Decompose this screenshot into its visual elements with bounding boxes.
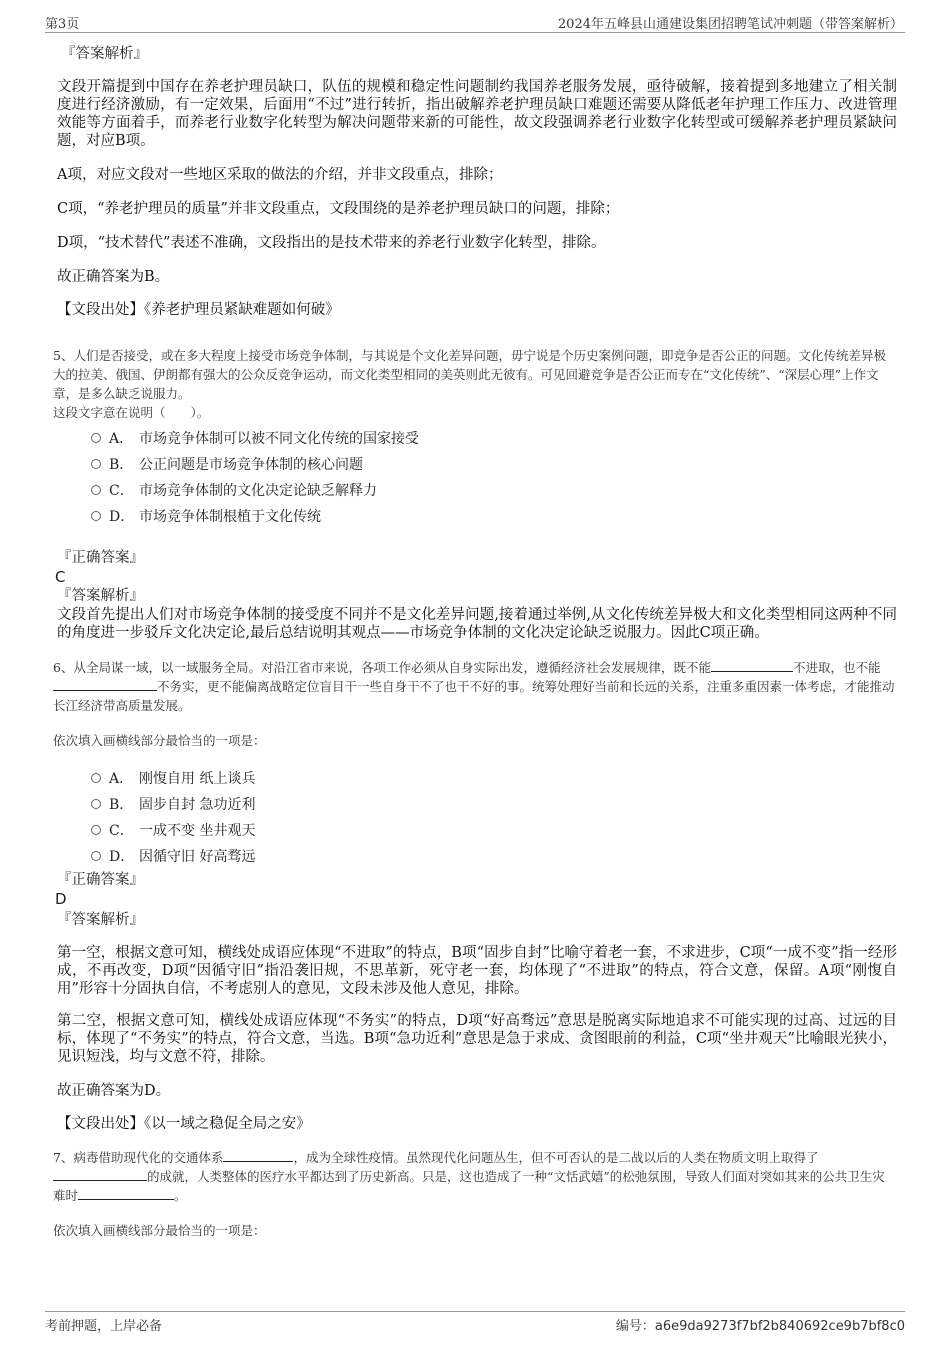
q6-option-d[interactable]: D． 因循守旧 好高骛远	[91, 844, 897, 870]
radio-icon[interactable]	[91, 459, 101, 469]
radio-icon[interactable]	[91, 773, 101, 783]
q5-option-c[interactable]: C． 市场竞争体制的文化决定论缺乏解释力	[91, 478, 897, 504]
q6-analysis-label: 『答案解析』	[57, 912, 144, 928]
fill-blank	[223, 1149, 293, 1162]
page-content	[53, 44, 897, 1240]
question-6	[53, 658, 897, 1134]
q6-source-label: 【文段出处】	[57, 1116, 144, 1132]
q5-answer-label: 『正确答案』	[57, 550, 144, 566]
question-5	[53, 346, 897, 642]
q5-stem: 5、人们是否接受，或在多大程度上接受市场竞争体制，与其说是个文化差异问题，毋宁说是个历史案例问题，即竞争是否公正的问题。文化传统差异极大的拉美、俄国、伊朗都有强大的公众反竞争运动，而文化类型相同的美英则此无彼有。可见回避竞争是否公正而专在“文化传统”、“深层心理”上作文章，是多么缺乏说服力。	[53, 348, 886, 401]
q6-source-title: 《以一域之稳促全局之安》	[144, 1116, 311, 1132]
fill-blank	[53, 1168, 147, 1181]
q4-analysis-section	[57, 44, 897, 320]
q4-analysis-para4: D项，“技术替代”表述不准确，文段指出的是技术带来的养老行业数字化转型，排除。	[57, 235, 606, 251]
radio-icon[interactable]	[91, 825, 101, 835]
footer-slogan: 考前押题，上岸必备	[45, 1319, 163, 1334]
radio-icon[interactable]	[91, 799, 101, 809]
q6-answer: D	[55, 890, 67, 908]
q4-analysis-label: 『答案解析』	[61, 46, 148, 62]
q6-stem: 6、从全局谋一域，以一域服务全局。对沿江省市来说，各项工作必须从自身实际出发，遵循经济社会发展规律，既不能 不进取，也不能不务实，更不能偏离战略定位盲目干一些自身干不了也干不好的事。统筹处理好当前和长远的关系，注重多重因素一体考虑，才能推动长江经济带高质量发展。	[53, 660, 895, 713]
page-number: 第3页	[45, 17, 80, 32]
q6-options	[91, 766, 897, 870]
page-header	[45, 10, 905, 33]
q5-analysis-label: 『答案解析』	[57, 588, 144, 604]
fill-blank	[78, 1187, 174, 1200]
q6-option-c[interactable]: C． 一成不变 坐井观天	[91, 818, 897, 844]
document-code: 编号：a6e9da9273f7bf2b840692ce9b7bf8c0	[615, 1319, 905, 1334]
q4-source-label: 【文段出处】	[57, 302, 144, 318]
q5-question: 这段文字意在说明（ ）。	[53, 405, 210, 420]
question-7	[53, 1148, 897, 1240]
q4-analysis-para3: C项，“养老护理员的质量”并非文段重点，文段围绕的是养老护理员缺口的问题，排除；	[57, 201, 620, 217]
q5-options	[91, 426, 897, 530]
q5-option-a[interactable]: A． 市场竞争体制可以被不同文化传统的国家接受	[91, 426, 897, 452]
q5-analysis: 文段首先提出人们对市场竞争体制的接受度不同并不是文化差异问题,接着通过举例,从文化传统差异极大和文化类型相同这两种不同的角度进一步驳斥文化决定论,最后总结说明其观点——市场竞争体制的文化决定论缺乏说服力。因此C项正确。	[57, 607, 897, 641]
q4-analysis-para2: A项，对应文段对一些地区采取的做法的介绍，并非文段重点，排除；	[57, 167, 503, 183]
q4-source	[57, 300, 897, 320]
q6-option-a[interactable]: A． 刚愎自用 纸上谈兵	[91, 766, 897, 792]
q4-source-title: 《养老护理员紧缺难题如何破》	[144, 302, 340, 318]
document-title: 2024年五峰县山通建设集团招聘笔试冲刺题（带答案解析）	[557, 17, 903, 32]
radio-icon[interactable]	[91, 485, 101, 495]
q5-option-b[interactable]: B． 公正问题是市场竞争体制的核心问题	[91, 452, 897, 478]
fill-blank	[53, 678, 157, 691]
q5-answer: C	[55, 568, 66, 586]
q6-source	[57, 1114, 897, 1134]
radio-icon[interactable]	[91, 851, 101, 861]
q6-analysis-para2: 第二空，根据文意可知，横线处成语应体现“不务实”的特点，D项“好高骛远”意思是脱离实际地追求不可能实现的过高、过远的目标，体现了“不务实”的特点，符合文意，当选。B项“急功近利”意思是急于求成、贪图眼前的利益，C项“坐井观天”比喻眼光狭小，见识短浅，均与文意不符，排除。	[57, 1013, 897, 1065]
radio-icon[interactable]	[91, 433, 101, 443]
q6-option-b[interactable]: B． 固步自封 急功近利	[91, 792, 897, 818]
q4-analysis-para1: 文段开篇提到中国存在养老护理员缺口，队伍的规模和稳定性问题制约我国养老服务发展，亟待破解，接着提到多地建立了相关制度进行经济激励，有一定效果，后面用“不过”进行转折，指出破解养老护理员缺口难题还需要从降低老年护理工作压力、改进管理效能等方面着手，而养老行业数字化转型为解决问题带来新的可能性，故文段强调养老行业数字化转型或可缓解养老护理员紧缺问题，对应B项。	[57, 79, 897, 149]
q7-stem: 7、病毒借助现代化的交通体系 ，成为全球性疫情。虽然现代化问题丛生，但不可否认的是二战以后的人类在物质文明上取得了的成就，人类整体的医疗水平都达到了历史新高。只是，这也造成了一种“文恬武嬉”的松弛氛围，导致人们面对突如其来的公共卫生灾难时 。	[53, 1150, 885, 1203]
radio-icon[interactable]	[91, 511, 101, 521]
q6-analysis-conclusion: 故正确答案为D。	[57, 1083, 171, 1099]
q6-answer-label: 『正确答案』	[57, 872, 144, 888]
q4-analysis-conclusion: 故正确答案为B。	[57, 269, 170, 285]
q5-option-d[interactable]: D． 市场竞争体制根植于文化传统	[91, 504, 897, 530]
q7-question: 依次填入画横线部分最恰当的一项是：	[53, 1223, 266, 1238]
fill-blank	[711, 659, 793, 672]
page-footer	[45, 1311, 905, 1334]
q6-analysis-para1: 第一空，根据文意可知，横线处成语应体现“不进取”的特点，B项“固步自封”比喻守着老一套，不求进步，C项“一成不变”指一经形成，不再改变，D项“因循守旧”指沿袭旧规，不思革新，死守老一套，均体现了“不进取”的特点，符合文意，保留。A项“刚愎自用”形容十分固执自信，不考虑别人的意见，文段未涉及他人意见，排除。	[57, 945, 897, 997]
q6-question: 依次填入画横线部分最恰当的一项是：	[53, 733, 266, 748]
